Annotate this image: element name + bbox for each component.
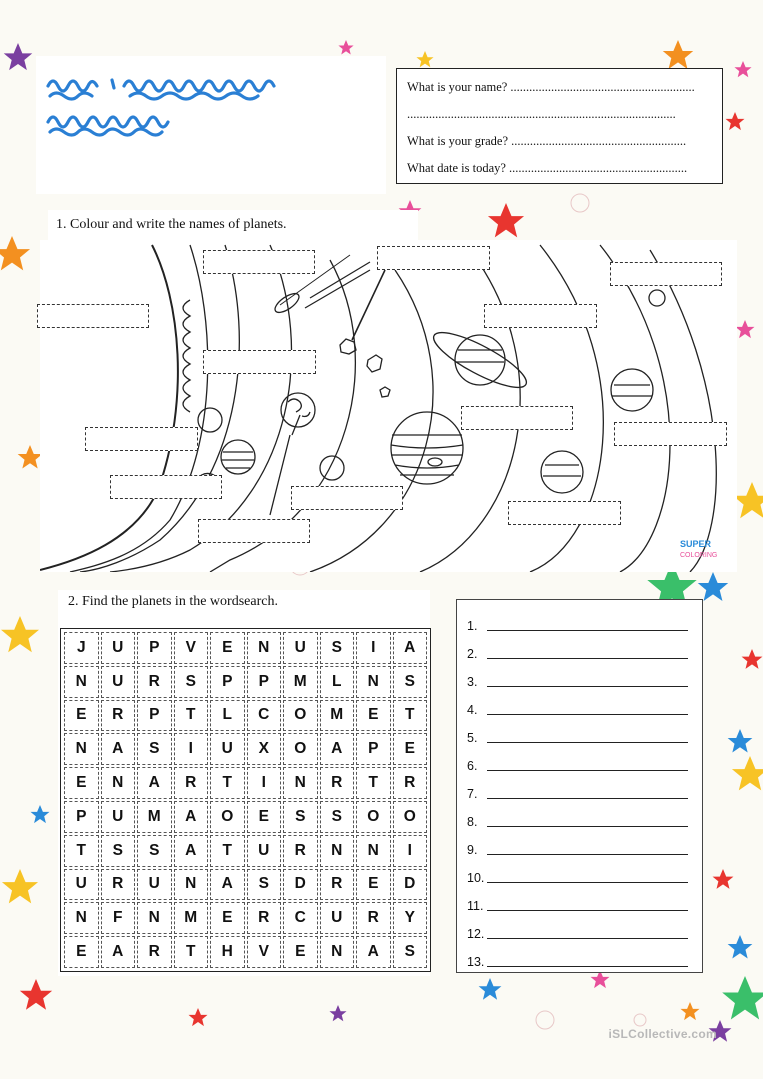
planet-name-box[interactable]: [203, 350, 316, 374]
answer-rule[interactable]: [487, 630, 688, 631]
wordsearch-cell[interactable]: U: [101, 666, 136, 698]
grade-field[interactable]: What is your grade? ........................................................: [407, 134, 687, 148]
name-field-continued[interactable]: ......................................................................................: [407, 107, 676, 121]
wordsearch-cell[interactable]: S: [137, 835, 172, 867]
wordsearch-cell[interactable]: T: [210, 835, 245, 867]
answer-rule[interactable]: [487, 686, 688, 687]
wordsearch-cell[interactable]: R: [320, 869, 355, 901]
answer-rule[interactable]: [487, 854, 688, 855]
answer-rule[interactable]: [487, 826, 688, 827]
wordsearch-cell[interactable]: N: [356, 666, 391, 698]
wordsearch-cell[interactable]: P: [356, 733, 391, 765]
wordsearch-cell[interactable]: I: [174, 733, 209, 765]
wordsearch-cell[interactable]: V: [247, 936, 282, 968]
planet-name-box[interactable]: [484, 304, 597, 328]
wordsearch-cell[interactable]: S: [320, 801, 355, 833]
wordsearch-cell[interactable]: A: [101, 733, 136, 765]
wordsearch-cell[interactable]: S: [247, 869, 282, 901]
watermark: iSLCollective.com: [608, 1027, 717, 1041]
wordsearch-cell[interactable]: R: [137, 936, 172, 968]
answer-line[interactable]: [467, 941, 688, 969]
wordsearch-cell[interactable]: E: [356, 869, 391, 901]
wordsearch-cell[interactable]: E: [356, 700, 391, 732]
wordsearch-cell[interactable]: E: [210, 632, 245, 664]
answer-number: 10.: [467, 871, 485, 885]
answer-rule[interactable]: [487, 770, 688, 771]
wordsearch-cell[interactable]: R: [393, 767, 428, 799]
planet-name-box[interactable]: [198, 519, 310, 543]
wordsearch-grid: [60, 628, 431, 972]
wordsearch-cell[interactable]: E: [64, 767, 99, 799]
answer-number: 9.: [467, 843, 478, 857]
title-scribble: [42, 70, 312, 150]
wordsearch-cell[interactable]: M: [320, 700, 355, 732]
wordsearch-cell[interactable]: N: [101, 767, 136, 799]
answer-number: 4.: [467, 703, 478, 717]
answer-number: 8.: [467, 815, 478, 829]
solar-system-diagram: [40, 240, 737, 572]
answer-number: 2.: [467, 647, 478, 661]
wordsearch-cell[interactable]: E: [283, 936, 318, 968]
wordsearch-cell[interactable]: U: [64, 869, 99, 901]
wordsearch-cell[interactable]: U: [101, 801, 136, 833]
wordsearch-cell[interactable]: F: [101, 902, 136, 934]
wordsearch-cell[interactable]: N: [283, 767, 318, 799]
wordsearch-cell[interactable]: O: [283, 700, 318, 732]
wordsearch-cell[interactable]: R: [247, 902, 282, 934]
solar-system-drawing: [40, 240, 737, 572]
wordsearch-cell[interactable]: E: [64, 936, 99, 968]
answer-rule[interactable]: [487, 798, 688, 799]
answer-number: 7.: [467, 787, 478, 801]
planet-name-box[interactable]: [203, 250, 315, 274]
wordsearch-cell[interactable]: T: [174, 936, 209, 968]
wordsearch-cell[interactable]: A: [320, 733, 355, 765]
super-coloring-logo: [680, 539, 717, 559]
answer-rule[interactable]: [487, 910, 688, 911]
wordsearch-cell[interactable]: N: [174, 869, 209, 901]
answer-rule[interactable]: [487, 938, 688, 939]
section2-heading: 2. Find the planets in the wordsearch.: [68, 594, 278, 609]
answer-line[interactable]: [467, 661, 688, 689]
answer-line[interactable]: [467, 633, 688, 661]
wordsearch-cell[interactable]: D: [283, 869, 318, 901]
wordsearch-cell[interactable]: A: [101, 936, 136, 968]
wordsearch-cell[interactable]: D: [393, 869, 428, 901]
wordsearch-cell[interactable]: U: [137, 869, 172, 901]
wordsearch-cell[interactable]: C: [247, 700, 282, 732]
name-field[interactable]: What is your name? ...........................................................: [407, 80, 695, 94]
wordsearch-cell[interactable]: N: [356, 835, 391, 867]
section1-heading: 1. Colour and write the names of planets.: [56, 217, 287, 232]
wordsearch-cell[interactable]: M: [283, 666, 318, 698]
wordsearch-cell[interactable]: S: [393, 936, 428, 968]
planet-name-box[interactable]: [37, 304, 149, 328]
wordsearch-cell[interactable]: C: [283, 902, 318, 934]
answer-line[interactable]: [467, 745, 688, 773]
planet-name-box[interactable]: [614, 422, 727, 446]
planet-name-box[interactable]: [85, 427, 198, 451]
wordsearch-cell[interactable]: I: [393, 835, 428, 867]
wordsearch-cell[interactable]: Y: [393, 902, 428, 934]
wordsearch-cell[interactable]: P: [210, 666, 245, 698]
answer-number: 1.: [467, 619, 478, 633]
title-panel: [36, 56, 386, 194]
answer-number: 5.: [467, 731, 478, 745]
wordsearch-cell[interactable]: N: [320, 835, 355, 867]
wordsearch-cell[interactable]: S: [137, 733, 172, 765]
answer-list: [456, 599, 703, 973]
wordsearch-cell[interactable]: O: [356, 801, 391, 833]
answer-rule[interactable]: [487, 714, 688, 715]
wordsearch-cell[interactable]: A: [174, 801, 209, 833]
wordsearch-cell[interactable]: N: [64, 733, 99, 765]
wordsearch-cell[interactable]: E: [210, 902, 245, 934]
wordsearch-cell[interactable]: A: [174, 835, 209, 867]
answer-number: 12.: [467, 927, 485, 941]
wordsearch-cell[interactable]: L: [210, 700, 245, 732]
answer-number: 3.: [467, 675, 478, 689]
wordsearch-cell[interactable]: U: [283, 632, 318, 664]
wordsearch-cell[interactable]: L: [320, 666, 355, 698]
wordsearch-cell[interactable]: I: [247, 767, 282, 799]
answer-line[interactable]: [467, 829, 688, 857]
wordsearch-cell[interactable]: I: [356, 632, 391, 664]
wordsearch-cell[interactable]: U: [101, 632, 136, 664]
date-field[interactable]: What date is today? .........................................................: [407, 161, 688, 175]
planet-name-box[interactable]: [110, 475, 222, 499]
answer-line[interactable]: [467, 605, 688, 633]
answer-number: 6.: [467, 759, 478, 773]
wordsearch-cell[interactable]: M: [137, 801, 172, 833]
wordsearch-cell[interactable]: N: [64, 666, 99, 698]
wordsearch-cell[interactable]: S: [101, 835, 136, 867]
wordsearch-cell[interactable]: M: [174, 902, 209, 934]
wordsearch-cell[interactable]: A: [210, 869, 245, 901]
wordsearch-cell[interactable]: P: [64, 801, 99, 833]
wordsearch-cell[interactable]: T: [356, 767, 391, 799]
wordsearch-cell[interactable]: O: [393, 801, 428, 833]
wordsearch-cell[interactable]: N: [137, 902, 172, 934]
wordsearch-cell[interactable]: P: [247, 666, 282, 698]
wordsearch-cell[interactable]: S: [393, 666, 428, 698]
planet-name-box[interactable]: [377, 246, 490, 270]
wordsearch-cell[interactable]: R: [356, 902, 391, 934]
wordsearch-cell[interactable]: P: [137, 700, 172, 732]
planet-name-box[interactable]: [461, 406, 573, 430]
wordsearch-cell[interactable]: J: [64, 632, 99, 664]
wordsearch-cell[interactable]: S: [283, 801, 318, 833]
wordsearch-cell[interactable]: U: [320, 902, 355, 934]
wordsearch-cell[interactable]: U: [247, 835, 282, 867]
wordsearch-cell[interactable]: X: [247, 733, 282, 765]
answer-line[interactable]: [467, 801, 688, 829]
wordsearch-cell[interactable]: R: [101, 869, 136, 901]
wordsearch-cell[interactable]: P: [137, 632, 172, 664]
wordsearch-cell[interactable]: R: [283, 835, 318, 867]
wordsearch-cell[interactable]: R: [137, 666, 172, 698]
answer-rule[interactable]: [487, 882, 688, 883]
answer-line[interactable]: [467, 885, 688, 913]
answer-line[interactable]: [467, 717, 688, 745]
wordsearch-cell[interactable]: E: [64, 700, 99, 732]
wordsearch-cell[interactable]: O: [283, 733, 318, 765]
wordsearch-cell[interactable]: N: [64, 902, 99, 934]
wordsearch-cell[interactable]: E: [247, 801, 282, 833]
wordsearch-cell[interactable]: U: [210, 733, 245, 765]
answer-rule[interactable]: [487, 966, 688, 967]
answer-number: 11.: [467, 899, 484, 913]
wordsearch-cell[interactable]: T: [174, 700, 209, 732]
planet-name-box[interactable]: [508, 501, 621, 525]
answer-rule[interactable]: [487, 742, 688, 743]
student-info-box: [396, 68, 723, 184]
answer-line[interactable]: [467, 773, 688, 801]
wordsearch-cell[interactable]: V: [174, 632, 209, 664]
wordsearch-cell[interactable]: T: [64, 835, 99, 867]
wordsearch-cell[interactable]: O: [210, 801, 245, 833]
answer-number: 13.: [467, 955, 485, 969]
answer-line[interactable]: [467, 857, 688, 885]
wordsearch-cell[interactable]: A: [356, 936, 391, 968]
wordsearch-cell[interactable]: E: [393, 733, 428, 765]
answer-rule[interactable]: [487, 658, 688, 659]
wordsearch-cell[interactable]: R: [174, 767, 209, 799]
wordsearch-cell[interactable]: S: [174, 666, 209, 698]
wordsearch-cell[interactable]: H: [210, 936, 245, 968]
wordsearch-cell[interactable]: T: [210, 767, 245, 799]
wordsearch-cell[interactable]: A: [393, 632, 428, 664]
planet-name-box[interactable]: [610, 262, 722, 286]
svg-text:COLORING: COLORING: [680, 552, 718, 559]
wordsearch-cell[interactable]: R: [101, 700, 136, 732]
answer-line[interactable]: [467, 689, 688, 717]
wordsearch-cell[interactable]: T: [393, 700, 428, 732]
wordsearch-cell[interactable]: R: [320, 767, 355, 799]
wordsearch-cell[interactable]: A: [137, 767, 172, 799]
wordsearch-cell[interactable]: N: [320, 936, 355, 968]
svg-text:SUPER: SUPER: [680, 539, 712, 549]
planet-name-box[interactable]: [291, 486, 403, 510]
wordsearch-cell[interactable]: S: [320, 632, 355, 664]
answer-line[interactable]: [467, 913, 688, 941]
wordsearch-cell[interactable]: N: [247, 632, 282, 664]
